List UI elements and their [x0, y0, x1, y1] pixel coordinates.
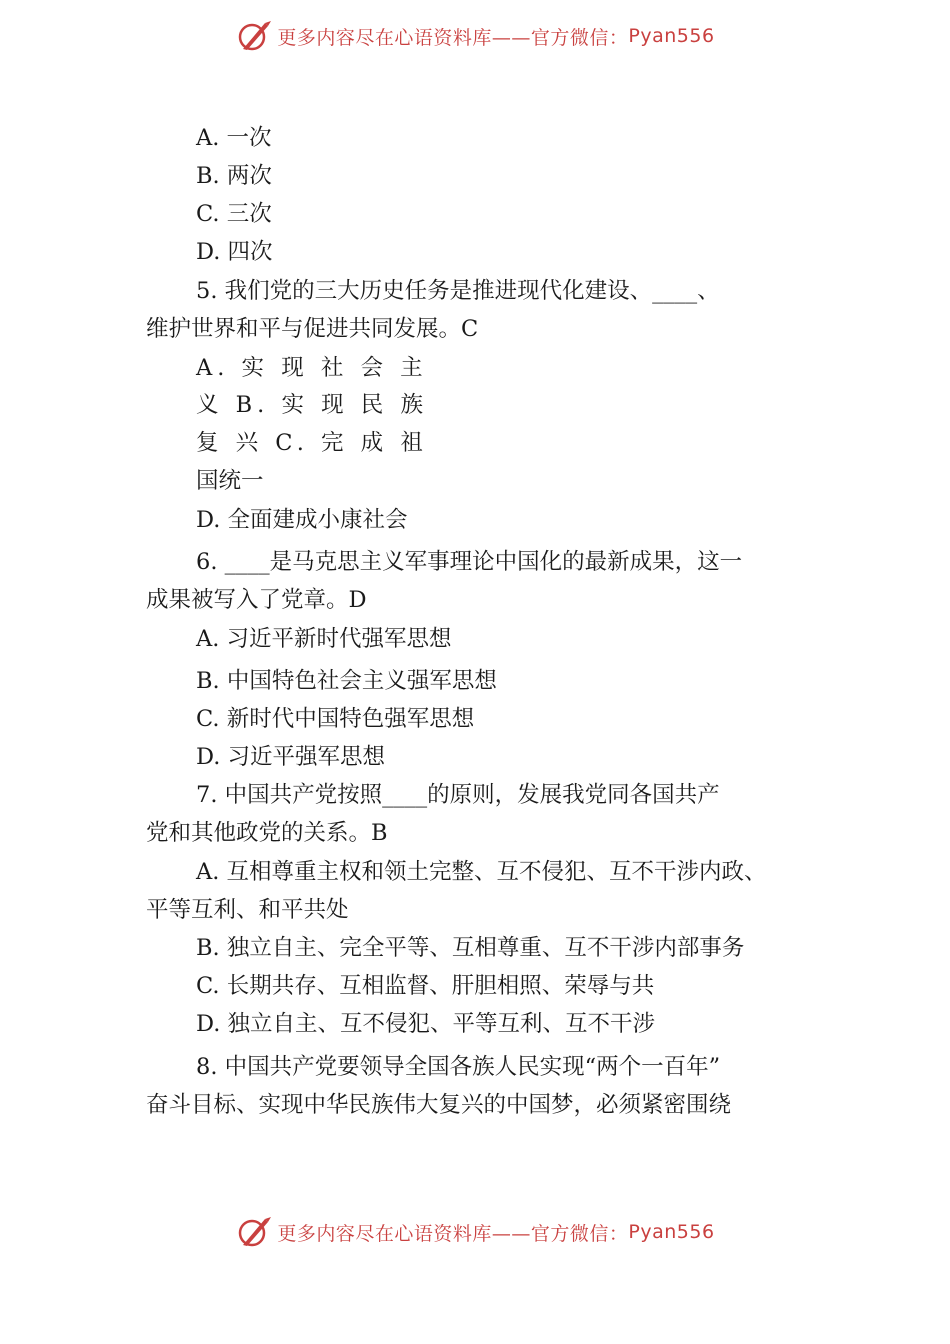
option-a-cont: 平等互利、和平共处: [146, 897, 349, 923]
question-5: 5. 我们党的三大历史任务是推进现代化建设、____、: [196, 278, 720, 304]
option-c: C. 长期共存、互相监督、肝胆相照、荣辱与共: [196, 973, 655, 999]
question-6-cont: 成果被写入了党章。D: [146, 587, 367, 613]
quill-logo-icon: [235, 1215, 273, 1249]
option-d: D. 全面建成小康社会: [196, 507, 408, 533]
option-b: B. 独立自主、完全平等、互相尊重、互不干涉内部事务: [196, 935, 745, 961]
option-a: A. 一次: [196, 125, 272, 151]
banner-text: 更多内容尽在心语资料库——官方微信：: [277, 26, 629, 49]
banner-text: 更多内容尽在心语资料库——官方微信：: [277, 1222, 629, 1245]
option-d: D. 习近平强军思想: [196, 744, 386, 770]
option-line: 国统一: [196, 468, 264, 494]
option-a: A. 习近平新时代强军思想: [196, 626, 452, 652]
question-8: 8. 中国共产党要领导全国各族人民实现“两个一百年”: [196, 1054, 721, 1080]
option-d: D. 独立自主、互不侵犯、平等互利、互不干涉: [196, 1011, 656, 1037]
option-d: D. 四次: [196, 239, 273, 265]
question-5-cont: 维护世界和平与促进共同发展。C: [146, 316, 479, 342]
option-b: B. 中国特色社会主义强军思想: [196, 668, 497, 694]
option-line: 义 B. 实 现 民 族: [196, 392, 428, 418]
footer-banner: [0, 1212, 950, 1252]
question-6: 6. ____是马克思主义军事理论中国化的最新成果，这一: [196, 549, 743, 575]
banner-wechat-id: Pyan556: [628, 1221, 715, 1243]
option-line: 复 兴 C. 完 成 祖: [196, 430, 428, 456]
option-c: C. 三次: [196, 201, 272, 227]
question-7-cont: 党和其他政党的关系。B: [146, 820, 388, 846]
option-line: A. 实 现 社 会 主: [196, 355, 428, 381]
question-8-cont: 奋斗目标、实现中华民族伟大复兴的中国梦，必须紧密围绕: [146, 1092, 732, 1118]
option-c: C. 新时代中国特色强军思想: [196, 706, 475, 732]
banner-wechat-id: Pyan556: [628, 25, 715, 47]
option-b: B. 两次: [196, 163, 272, 189]
question-7: 7. 中国共产党按照____的原则，发展我党同各国共产: [196, 782, 720, 808]
option-a: A. 互相尊重主权和领土完整、互不侵犯、互不干涉内政、: [196, 859, 767, 885]
